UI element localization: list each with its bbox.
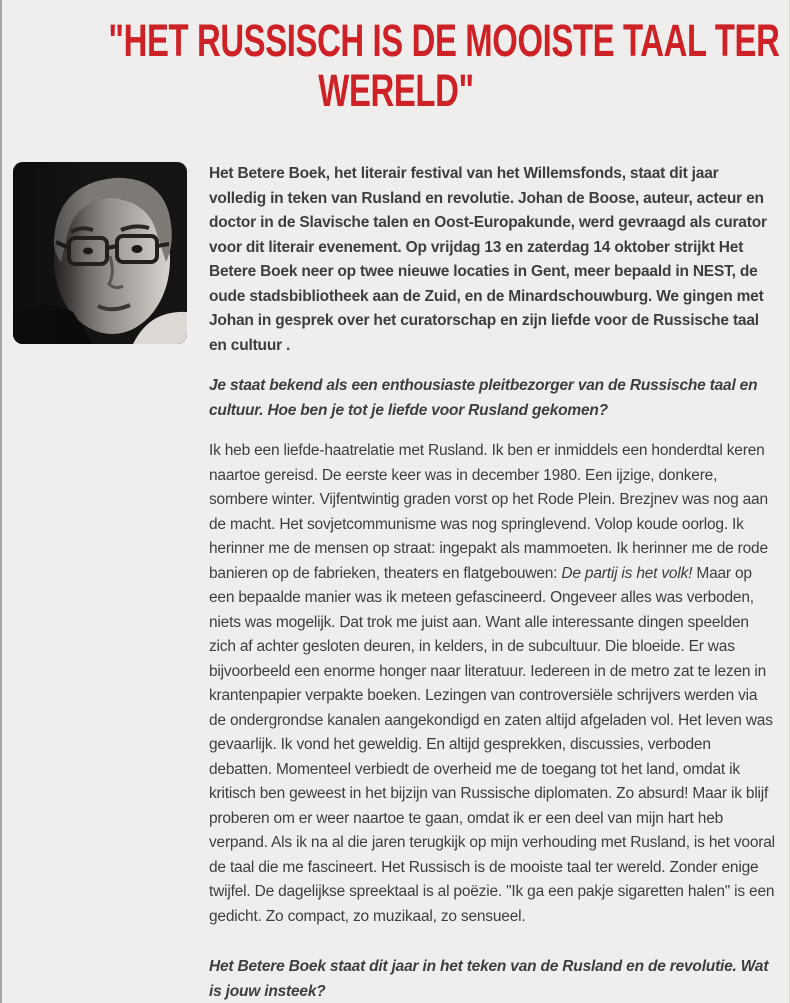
portrait-illustration xyxy=(13,162,187,344)
portrait-photo xyxy=(13,162,187,344)
article-text-column xyxy=(209,162,776,1003)
answer-text-before: Ik heb een liefde-haatrelatie met Rusland. Ik ben er inmiddels een honderdtal keren naartoe gereisd. De eerste keer was in december 1980. Een ijzige, donkere, sombere winter. Vijfentwintig graden vorst op het Rode Plein. Brezjnev was nog aan de macht. Het sovjetcommunisme was nog springlevend. Volop koude oorlog. Ik herinner me de mensen op straat: ingepakt als mammoeten. Ik herinner me de rode banieren op de fabrieken, theaters en flatgebouwen: xyxy=(209,442,768,582)
interview-question-1: Je staat bekend als een enthousiaste pleitbezorger van de Russische taal en cultuur. Hoe ben je tot je liefde voor Rusland gekomen? xyxy=(209,377,758,419)
answer-paragraph xyxy=(209,439,776,929)
article-headline xyxy=(2,0,790,116)
article-body xyxy=(2,162,790,1003)
inline-italic-quote: De partij is het volk! xyxy=(561,564,693,582)
interview-question-2: Het Betere Boek staat dit jaar in het teken van de Rusland en de revolutie. Wat is jouw insteek? xyxy=(209,958,769,1000)
intro-paragraph: Het Betere Boek, het literair festival van het Willemsfonds, staat dit jaar volledig in teken van Rusland en revolutie. Johan de Boose, auteur, acteur en doctor in de Slavische talen en Oost-Europakunde, werd gevraagd als curator voor dit literair evenement. Op vrijdag 13 en zaterdag 14 oktober strijkt Het Betere Boek neer op twee nieuwe locaties in Gent, meer bepaald in NEST, de oude stadsbibliotheek aan de Zuid, en de Minardschouwburg. We gingen met Johan in gesprek over het curatorschap en zijn liefde voor de Russische taal en cultuur . xyxy=(209,165,767,354)
headline-line-2: WERELD" xyxy=(318,65,474,116)
answer-text-after: Maar op een bepaalde manier was ik meteen gefascineerd. Ongeveer alles was verboden, niets was mogelijk. Dat trok me juist aan. Want alle interessante dingen speelden zich af achter gesloten deuren, in kelders, in de subcultuur. Die bloeide. Er was bijvoorbeeld een enorme honger naar literatuur. Iedereen in de metro zat te lezen in krantenpapier verpakte boeken. Lezingen van controversiële schrijvers werden via de ondergrondse kanalen aangekondigd en zaten altijd afgeladen vol. Het leven was gevaarlijk. Ik vond het geweldig. En altijd gesprekken, discussies, verboden debatten. Momenteel verbiedt de overheid me de toegang tot het land, omdat ik kritisch ben geweest in het bijzijn van Russische diplomaten. Zo absurd! Maar ik blijf proberen om er weer naartoe te gaan, omdat ik er een deel van mijn hart heb verpand. Als ik na al die jaren terugkijk op mijn verhouding met Rusland, is het vooral de taal die me fascineert. Het Russisch is de mooiste taal ter wereld. Zonder enige twijfel. De dagelijkse spreektaal is al poëzie. "Ik ga een pakje sigaretten halen" is een gedicht. Zo compact, zo muzikaal, zo sensueel. xyxy=(209,564,775,925)
headline-line-1: "HET RUSSISCH IS DE MOOISTE TAAL TER xyxy=(108,15,780,66)
